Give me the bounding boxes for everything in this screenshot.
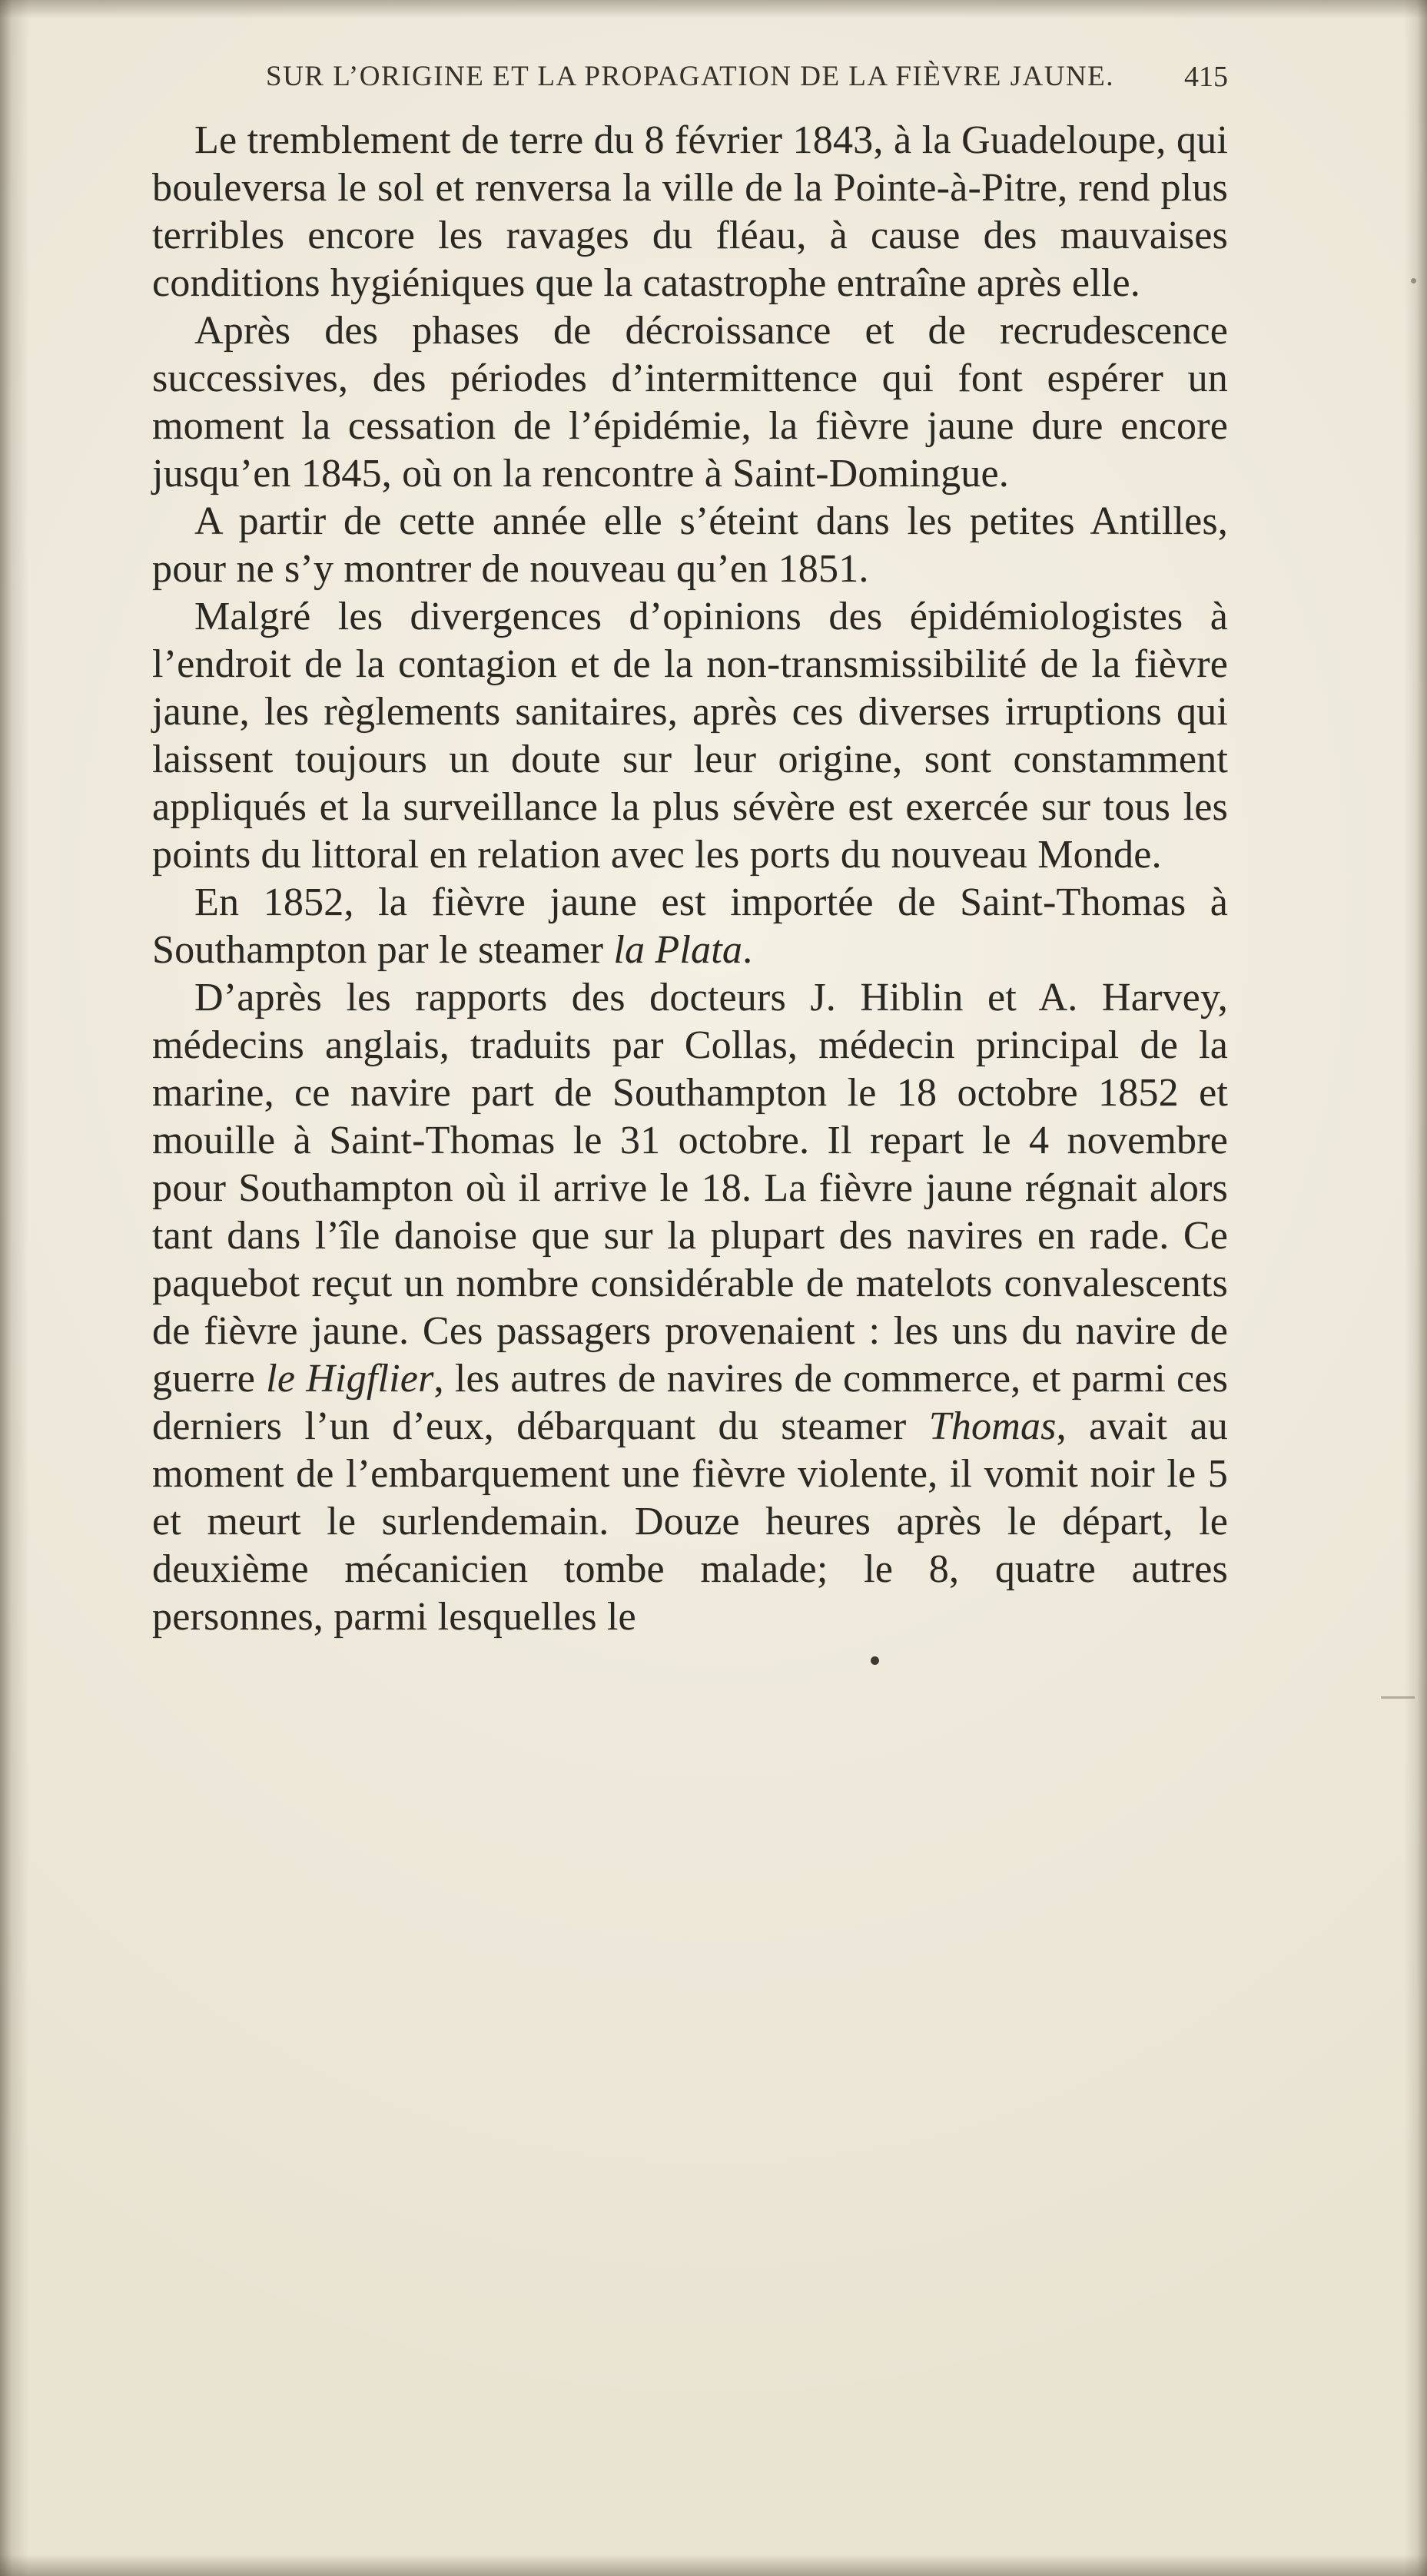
text-segment: Malgré les divergences d’opinions des épidémiologistes à l’endroit de la contagion et de la non-transmissibilité de la fièvre jaune, les règlements sanitaires, après ces diverses irruptions qui laissent toujours un doute sur leur origine, sont constamment appliqués et la surveillance la plus sévère est exercée sur tous les points du littoral en relation avec les ports du nouveau Monde. [152,595,1228,877]
paragraph-6 [152,974,1228,1641]
running-title: SUR L’ORIGINE ET LA PROPAGATION DE LA FIÈVRE JAUNE. [266,61,1114,92]
running-header [152,60,1228,98]
text-segment: A partir de cette année elle s’éteint dans les petites Antilles, pour ne s’y montrer de nouveau qu’en 1851. [152,499,1228,591]
italic-text-segment: la Plata [613,928,743,972]
page-left-edge-shadow [0,0,29,2576]
paragraph-5 [152,879,1228,974]
scan-dash-artifact [1381,1696,1415,1699]
ink-dot [871,1656,879,1665]
paragraph-4 [152,593,1228,879]
text-segment: Après des phases de décroissance et de recrudescence successives, des périodes d’intermittence qui font espérer un moment la cessation de l’épidémie, la fièvre jaune dure encore jusqu’en 1845, où on la rencontre à Saint-Domingue. [152,309,1228,496]
italic-text-segment: Thomas [928,1404,1057,1448]
page-top-edge-shadow [0,0,1427,18]
paragraph-1 [152,117,1228,307]
text-segment: En 1852, la fièvre jaune est importée de Saint-Thomas à Southampton par le steamer [152,880,1228,972]
text-segment: . [742,928,753,972]
text-segment: Le tremblement de terre du 8 février 1843, à la Guadeloupe, qui bouleversa le sol et renversa la ville de la Pointe-à-Pitre, rend plus terribles encore les ravages du fléau, à cause des mauvaises conditions hygiéniques que la catastrophe entraîne après elle. [152,118,1228,305]
text-segment: , avait au moment de l’embarquement une fièvre violente, il vomit noir le 5 et meurt le surlendemain. Douze heures après le départ, le deuxième mécanicien tombe malade; le 8, quatre autres personnes, parmi lesquelles le [152,1404,1228,1639]
text-segment: D’après les rapports des docteurs J. Hiblin et A. Harvey, médecins anglais, traduits par Collas, médecin principal de la marine, ce navire part de Southampton le 18 octobre 1852 et mouille à Saint-Thomas le 31 octobre. Il repart le 4 novembre pour Southampton où il arrive le 18. La fièvre jaune régnait alors tant dans l’île danoise que sur la plupart des navires en rade. Ce paquebot reçut un nombre considérable de matelots convalescents de fièvre jaune. Ces passagers provenaient : les uns du navire de guerre [152,976,1228,1401]
italic-text-segment: le Higflier [266,1357,434,1401]
page-right-edge-shadow [1404,0,1427,2576]
paragraph-3 [152,498,1228,593]
scan-speck [1411,278,1416,283]
paragraph-2 [152,307,1228,498]
page-bottom-edge-shadow [0,2554,1427,2576]
page-number: 415 [1184,61,1228,93]
page-body [152,117,1228,1665]
text-segment: , les autres de navires de commerce, et parmi ces derniers l’un d’eux, débarquant du steamer [152,1357,1229,1448]
